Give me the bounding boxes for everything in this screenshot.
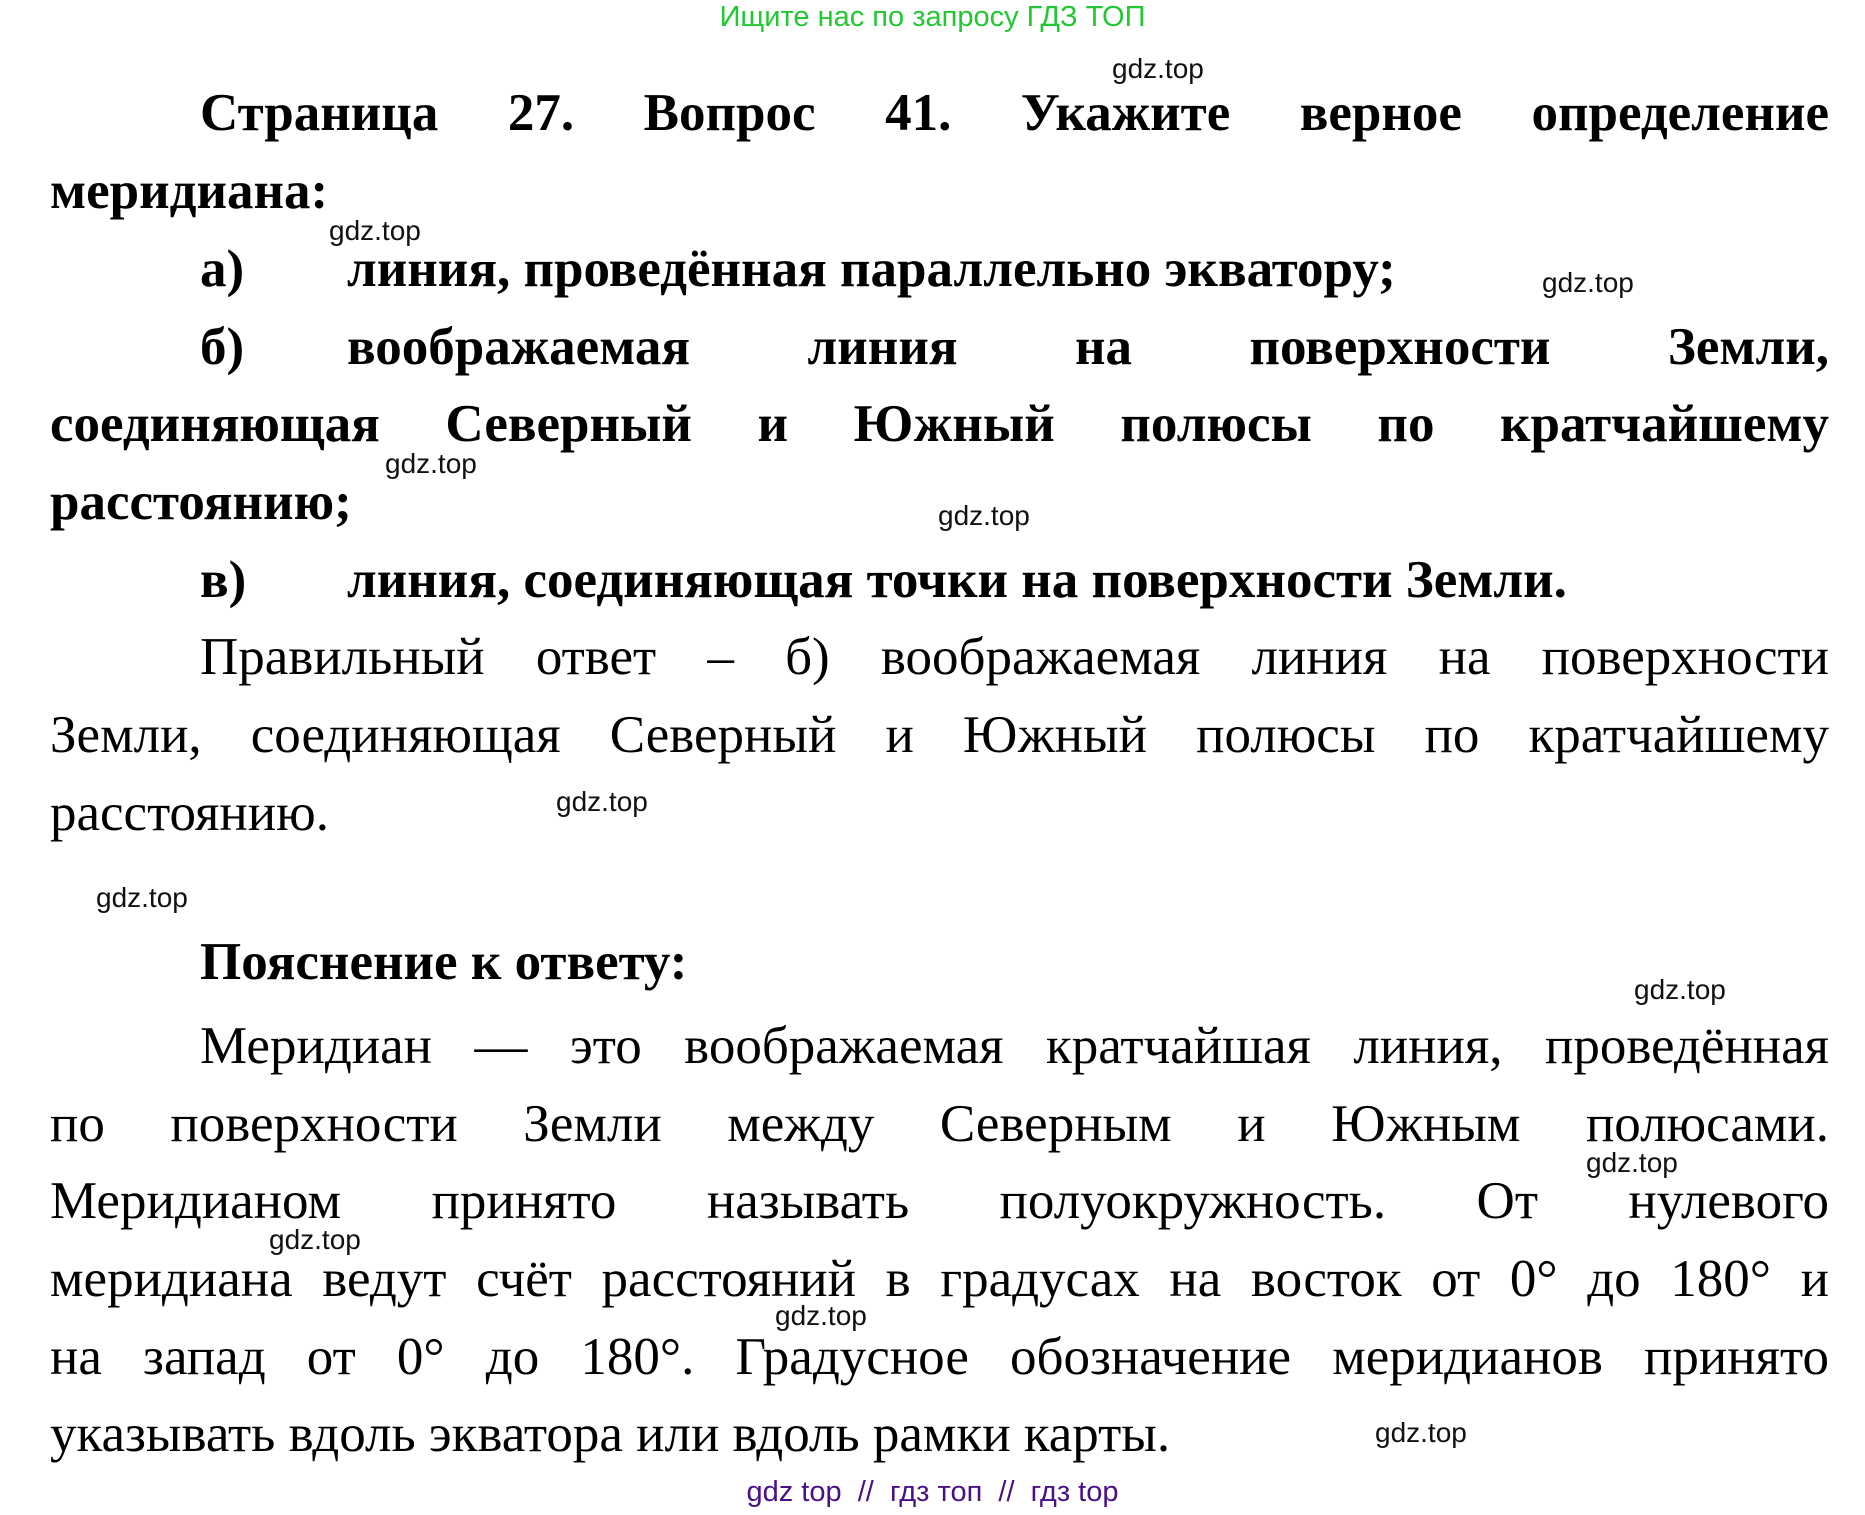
explanation-line: указывать вдоль экватора или вдоль рамки карты.: [50, 1405, 1171, 1463]
watermark: gdz.top: [1542, 267, 1634, 298]
watermark: gdz.top: [269, 1224, 361, 1255]
watermark: gdz.top: [938, 500, 1030, 531]
explanation-line: Меридианом принято называть полуокружность. От нулевого: [50, 1172, 1829, 1230]
explanation-heading: Пояснение к ответу:: [200, 933, 688, 991]
watermark: gdz.top: [1112, 53, 1204, 84]
explanation-line: на запад от 0° до 180°. Градусное обозначение меридианов принято: [50, 1328, 1829, 1386]
explanation-line: меридиана ведут счёт расстояний в градусах на восток от 0° до 180° и: [50, 1250, 1829, 1308]
explanation-line: по поверхности Земли между Северным и Южным полюсами.: [50, 1095, 1829, 1153]
question-title-line-2: меридиана:: [50, 162, 329, 220]
option-label: в): [200, 551, 247, 609]
question-title-line-1: [200, 83, 1829, 143]
explanation-line: Меридиан — это воображаемая кратчайшая линия, проведённая: [200, 1017, 1829, 1075]
option-c: [200, 550, 1829, 610]
watermark: gdz.top: [96, 882, 188, 913]
option-text: линия, соединяющая точки на поверхности Земли.: [347, 551, 1567, 609]
question-page-number: Страница 27. Вопрос 41.: [200, 84, 952, 142]
watermark: gdz.top: [1375, 1417, 1467, 1448]
title-word: Укажите: [1020, 84, 1231, 142]
option-text: воображаемая линия на поверхности Земли,: [347, 318, 1829, 376]
watermark: gdz.top: [385, 448, 477, 479]
option-b-continued: соединяющая Северный и Южный полюсы по кратчайшему: [50, 395, 1829, 453]
answer-line: Земли, соединяющая Северный и Южный полюсы по кратчайшему: [50, 706, 1829, 764]
watermark: gdz.top: [775, 1300, 867, 1331]
footer-banner: gdz top // гдз топ // гдз top: [746, 1476, 1119, 1508]
option-text: линия, проведённая параллельно экватору;: [347, 240, 1396, 298]
option-b-continued: расстоянию;: [50, 473, 352, 531]
title-word: определение: [1531, 84, 1829, 142]
watermark: gdz.top: [1586, 1147, 1678, 1178]
answer-line: Правильный ответ – б) воображаемая линия на поверхности: [200, 628, 1829, 686]
option-b: [200, 317, 1829, 377]
watermark: gdz.top: [329, 215, 421, 246]
title-word: верное: [1299, 84, 1462, 142]
option-label: а): [200, 240, 245, 298]
header-banner: Ищите нас по запросу ГДЗ ТОП: [719, 1, 1146, 33]
answer-line: расстоянию.: [50, 784, 329, 842]
watermark: gdz.top: [556, 786, 648, 817]
watermark: gdz.top: [1634, 974, 1726, 1005]
option-label: б): [200, 318, 245, 376]
